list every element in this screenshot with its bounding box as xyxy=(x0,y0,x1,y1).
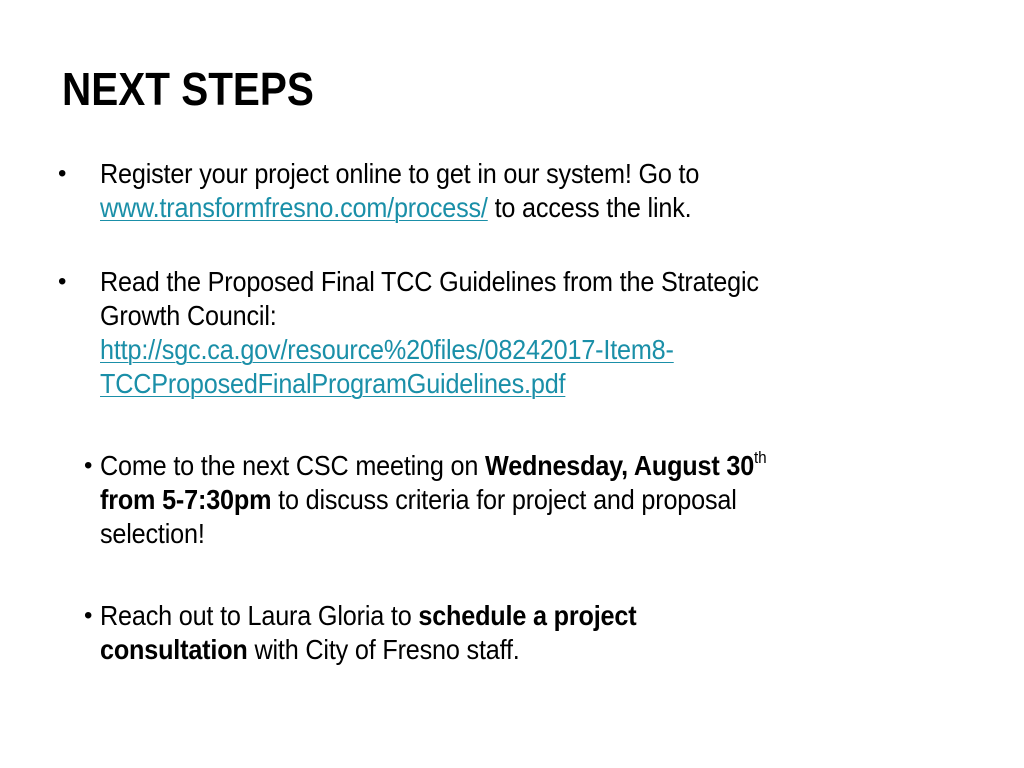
bullet-icon: • xyxy=(84,602,93,629)
bullet-line: Read the Proposed Final TCC Guidelines from the Strategic xyxy=(100,266,759,297)
link-suffix-text: to access the link. xyxy=(487,192,692,223)
meeting-purpose-text: to discuss criteria for project and proposal xyxy=(271,484,737,515)
guidelines-pdf-link-part1[interactable]: http://sgc.ca.gov/resource%20files/08242017-Item8- xyxy=(100,334,674,365)
guidelines-pdf-link-part2[interactable]: TCCProposedFinalProgramGuidelines.pdf xyxy=(100,368,566,399)
consultation-suffix-text: with City of Fresno staff. xyxy=(247,634,520,665)
meeting-time: from 5-7:30pm xyxy=(100,484,272,515)
bullet-item-register xyxy=(58,157,980,227)
bullet-line: selection! xyxy=(100,518,205,549)
consultation-emphasis-part1: schedule a project xyxy=(418,600,637,631)
transformfresno-link[interactable]: www.transformfresno.com/process/ xyxy=(100,192,488,223)
bullet-line xyxy=(100,449,892,483)
consultation-emphasis-part2: consultation xyxy=(100,634,248,665)
slide-title: NEXT STEPS xyxy=(62,63,314,115)
consultation-intro-text: Reach out to Laura Gloria to xyxy=(100,600,419,631)
bullet-item-guidelines xyxy=(58,265,980,405)
bullet-line: Growth Council: xyxy=(100,300,277,331)
bullet-icon: • xyxy=(84,452,93,479)
bullet-line xyxy=(100,599,892,633)
bullet-text xyxy=(100,449,980,551)
bullet-text xyxy=(100,157,980,225)
bullet-icon: • xyxy=(58,268,67,295)
bullet-text xyxy=(100,599,980,667)
bullet-icon: • xyxy=(58,160,67,187)
bullet-item-consultation xyxy=(84,599,980,669)
bullet-line xyxy=(100,633,892,667)
bullet-line xyxy=(100,367,892,401)
bullet-item-csc-meeting xyxy=(84,448,980,555)
bullet-line xyxy=(100,191,892,225)
meeting-intro-text: Come to the next CSC meeting on xyxy=(100,450,486,481)
meeting-date: Wednesday, August 30 xyxy=(485,450,755,481)
bullet-line xyxy=(100,483,892,517)
bullet-line xyxy=(100,333,892,367)
bullet-line: Register your project online to get in our system! Go to xyxy=(100,158,700,189)
bullet-text xyxy=(100,265,980,401)
date-ordinal-suffix: th xyxy=(754,448,767,467)
